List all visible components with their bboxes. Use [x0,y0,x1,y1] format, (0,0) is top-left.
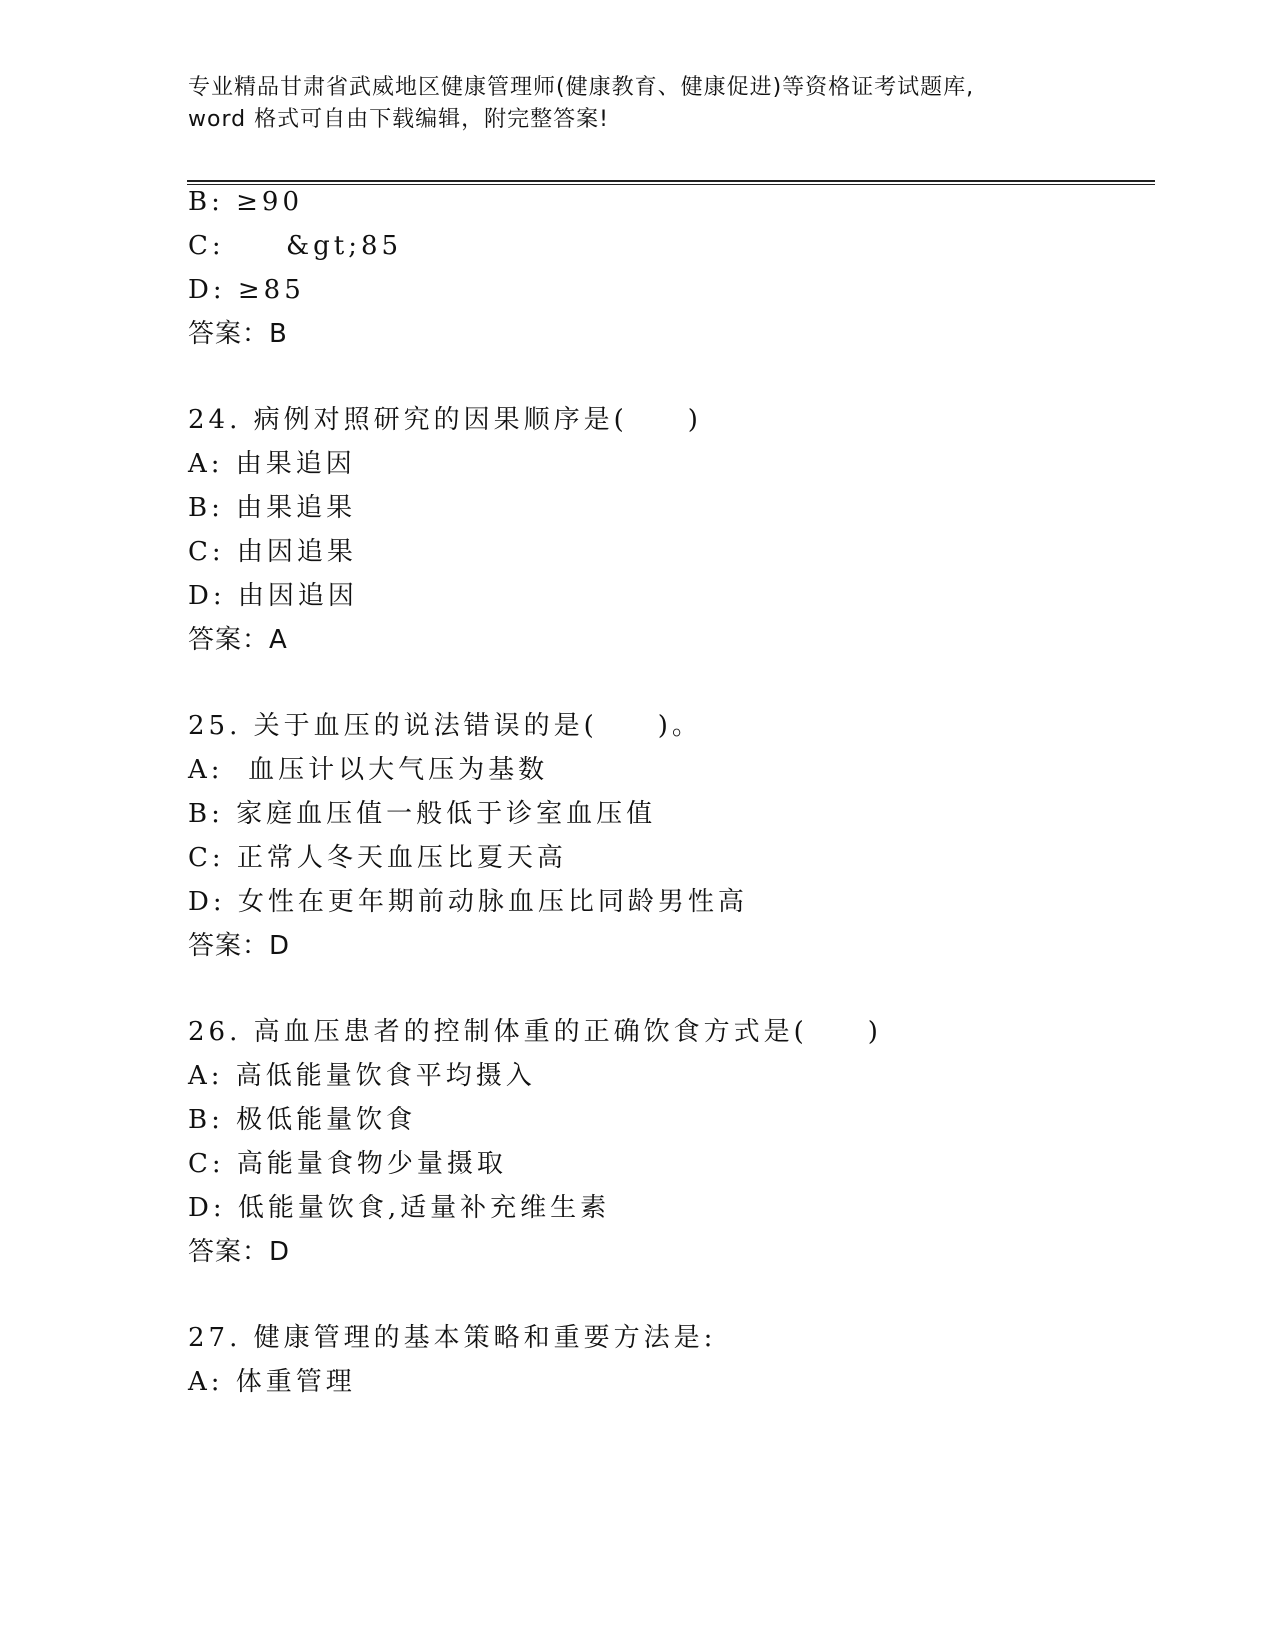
header-line-2: word 格式可自由下载编辑，附完整答案! [188,107,609,132]
option-a: A: 高低能量饮食平均摄入 [188,1061,536,1091]
question-stem: 27. 健康管理的基本策略和重要方法是: [188,1323,717,1353]
option-a: A: 体重管理 [188,1367,356,1397]
answer-line: 答案：D [188,931,291,961]
option-b: B: 家庭血压值一般低于诊室血压值 [188,799,657,829]
answer-line: 答案：D [188,1237,291,1267]
option-b: B: ≥90 [188,187,303,217]
answer-line: 答案：A [188,625,288,655]
answer-line: 答案：B [188,319,288,349]
document-header [188,72,1068,136]
option-c: C: &gt;85 [188,231,403,261]
question-stem: 25. 关于血压的说法错误的是( )。 [188,711,702,741]
option-c: C: 由因追果 [188,537,357,567]
option-d: D: ≥85 [188,275,305,305]
question-stem: 24. 病例对照研究的因果顺序是( ) [188,405,702,435]
header-divider-thick [187,180,1155,182]
header-divider-thin [187,184,1155,185]
option-c: C: 正常人冬天血压比夏天高 [188,843,567,873]
option-a: A: 血压计以大气压为基数 [188,755,549,785]
option-a: A: 由果追因 [188,449,356,479]
option-c: C: 高能量食物少量摄取 [188,1149,507,1179]
option-d: D: 低能量饮食,适量补充维生素 [188,1193,611,1223]
header-line-1: 专业精品甘肃省武威地区健康管理师(健康教育、健康促进)等资格证考试题库, [188,75,975,100]
question-stem: 26. 高血压患者的控制体重的正确饮食方式是( ) [188,1017,882,1047]
option-b: B: 极低能量饮食 [188,1105,417,1135]
option-d: D: 女性在更年期前动脉血压比同龄男性高 [188,887,748,917]
option-d: D: 由因追因 [188,581,358,611]
option-b: B: 由果追果 [188,493,357,523]
